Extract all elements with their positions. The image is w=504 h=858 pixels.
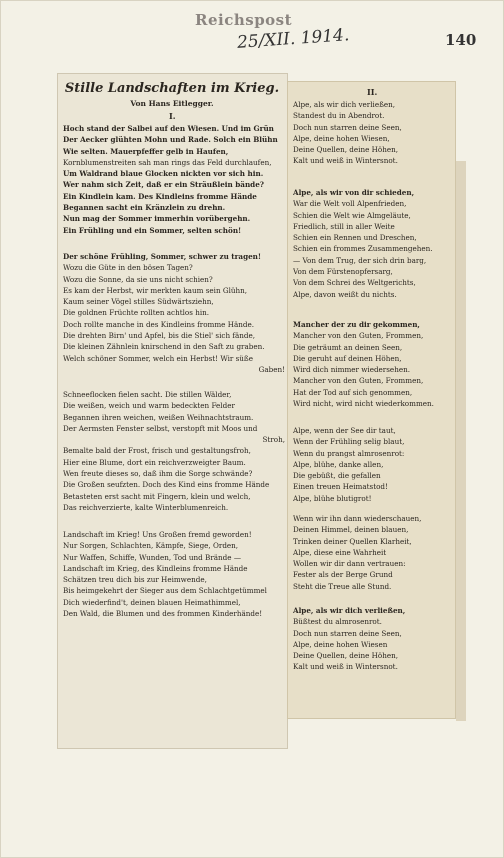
verse-line: Das reichverzierte, kalte Winterblumenreich. <box>63 502 229 512</box>
verse-line: Der Aecker glühten Mohn und Rade. Solch ein Blühn <box>63 135 278 145</box>
verse-line: Wie selten. Mauerpfeffer gelb in Haufen, <box>63 146 229 156</box>
verse-line: Deine Quellen, deine Höhen, <box>293 145 399 155</box>
left-stanza-2 <box>63 251 285 375</box>
verse-line: Kalt und weiß in Wintersnot. <box>293 662 398 672</box>
left-stanza-4 <box>63 529 285 619</box>
verse-line: Wenn der Frühling selig blaut, <box>293 437 405 447</box>
verse-line: Friedlich, still in aller Weite <box>293 221 395 231</box>
verse-line: Wird nicht, wird nicht wiederkommen. <box>293 399 434 409</box>
verse-line: Die Großen seufzten. Doch des Kind eins fromme Hände <box>63 480 270 490</box>
verse-line: Alpe, als wir dich verließen, <box>293 606 406 615</box>
verse-line: Fester als der Berge Grund <box>293 570 393 580</box>
verse-line: Alpe, davon weißt du nichts. <box>293 289 397 299</box>
paper-strip <box>456 161 466 721</box>
verse-line: Begannen ihren weichen, weißen Weihnachtstraum. <box>63 412 254 422</box>
verse-line: Ein Frühling und ein Sommer, selten schön! <box>63 225 242 235</box>
right-stanza-6 <box>293 605 453 673</box>
verse-line: Um Waldrand blaue Glocken nickten vor sich hin. <box>63 169 264 179</box>
verse-line: Die goldnen Früchte rollten achtlos hin. <box>63 308 210 318</box>
verse-line: Wen freute dieses so, daß ihm die Sorge schwände? <box>63 469 253 479</box>
verse-line: Bemalte bald der Frost, frisch und gestaltungsfroh, <box>63 446 251 456</box>
verse-line: War die Welt voll Alpenfrieden, <box>293 199 407 209</box>
verse-line: Alpe, blühe blutigrot! <box>293 493 372 503</box>
poem-title: Stille Landschaften im Krieg. <box>64 81 280 96</box>
verse-line: — Von dem Trug, der sich drin barg, <box>293 255 427 265</box>
verse-line: Wenn wir ihn dann wiederschauen, <box>293 514 422 523</box>
verse-line: Doch rollte manche in des Kindleins fromme Hände. <box>63 319 255 329</box>
verse-line: Stroh, <box>262 435 285 445</box>
verse-line: Begannen sacht ein Kränzlein zu drehn. <box>63 203 226 213</box>
verse-line: Mancher der zu dir gekommen, <box>293 320 420 329</box>
verse-line: Die geträumt an deinen Seen, <box>293 342 403 352</box>
verse-line: Die geruht auf deinen Höhen, <box>293 353 402 363</box>
left-stanza-1 <box>63 123 285 236</box>
verse-line: Wenn du prangst almrosenrot: <box>293 448 405 458</box>
verse-line: Wird dich nimmer wiedersehen. <box>293 365 410 375</box>
right-stanza-4 <box>293 425 453 504</box>
handwritten-date: 25/XII. 1914. <box>236 25 350 53</box>
verse-line: Alpe, deine hohen Wiesen, <box>293 133 390 143</box>
verse-line: Hier eine Blume, dort ein reichverzweigter Baum. <box>63 457 246 467</box>
right-stanza-3 <box>293 319 453 409</box>
verse-line: Mancher von den Guten, Frommen, <box>293 331 424 341</box>
verse-line: Schien die Welt wie Almgeläute, <box>293 210 411 220</box>
verse-line: Hat der Tod auf sich genommen, <box>293 387 413 397</box>
poem-author: Von Hans Eitlegger. <box>130 99 214 108</box>
verse-line: Schneeflocken fielen sacht. Die stillen Wälder, <box>63 390 232 399</box>
section-number-1: I. <box>169 111 176 121</box>
verse-line: Doch nun starren deine Seen, <box>293 628 402 638</box>
verse-line: Deinen Himmel, deinen blauen, <box>293 525 409 535</box>
verse-line: Die weißen, weich und warm bedeckten Felder <box>63 401 235 411</box>
newspaper-name: Reichspost <box>195 11 293 29</box>
verse-line: Der schöne Frühling, Sommer, schwer zu tragen! <box>63 252 262 261</box>
verse-line: Dich wiederfind't, deinen blauen Heimathimmel, <box>63 597 241 607</box>
verse-line: Betasteten erst sacht mit Fingern, klein und welch, <box>63 491 251 501</box>
verse-line: Wozu die Sonne, da sie uns nicht schien? <box>63 274 213 284</box>
verse-line: Kaum seiner Vögel stilles Südwärtsziehn, <box>63 297 214 307</box>
verse-line: Die kleinen Zähnlein knirschend in den Saft zu graben. <box>63 342 265 352</box>
verse-line: Mancher von den Guten, Frommen, <box>293 376 424 386</box>
verse-line: Büßtest du almrosenrot. <box>293 617 382 627</box>
verse-line: Welch schöner Sommer, welch ein Herbst! Wir süße <box>63 353 253 363</box>
verse-line: Kalt und weiß in Wintersnot. <box>293 156 398 166</box>
verse-line: Gaben! <box>258 364 285 374</box>
verse-line: Wollen wir dir dann vertrauen: <box>293 559 406 569</box>
verse-line: Die gebüßt, die gefallen <box>293 471 381 481</box>
verse-line: Steht die Treue alle Stund. <box>293 581 392 591</box>
verse-line: Alpe, als wir von dir schieden, <box>293 188 415 197</box>
verse-line: Die drehten Birn' und Apfel, bis die Stiel' sich fände, <box>63 331 256 341</box>
verse-line: Alpe, als wir dich verließen, <box>293 100 396 109</box>
verse-line: Bis heimgekehrt der Sieger aus dem Schlachtgetümmel <box>63 586 267 596</box>
verse-line: Doch nun starren deine Seen, <box>293 122 402 132</box>
verse-line: Alpe, wenn der See dir taut, <box>293 426 396 435</box>
verse-line: Ein Kindlein kam. Des Kindleins fromme Hände <box>63 191 257 201</box>
verse-line: Nur Waffen, Schiffe, Wunden, Tod und Brände — <box>63 552 242 562</box>
verse-line: Alpe, diese eine Wahrheit <box>293 547 387 557</box>
verse-line: Wozu die Güte in den bösen Tagen? <box>63 263 193 273</box>
verse-line: Von dem Schrei des Weltgerichts, <box>293 278 416 288</box>
verse-line: Alpe, deine hohen Wiesen <box>293 639 388 649</box>
verse-line: Es kam der Herbst, wir merkten kaum sein Glühn, <box>63 285 248 295</box>
verse-line: Nur Sorgen, Schlachten, Kämpfe, Siege, Orden, <box>63 541 239 551</box>
verse-line: Deine Quellen, deine Höhen, <box>293 651 399 661</box>
verse-line: Hoch stand der Salbei auf den Wiesen. Und im Grün <box>63 124 274 133</box>
verse-line: Landschaft im Krieg! Uns Großen fremd geworden! <box>63 530 252 539</box>
verse-line: Der Aermsten Fenster selbst, verstopft mit Moos und <box>63 423 258 433</box>
right-stanza-2 <box>293 187 453 300</box>
verse-line: Einen treuen Heimatstod! <box>293 482 388 492</box>
verse-line: Schien ein frommes Zusammengehen. <box>293 244 433 254</box>
verse-line: Wer nahm sich Zeit, daß er ein Sträußlein bände? <box>63 180 264 190</box>
verse-line: Landschaft im Krieg, des Kindleins fromme Hände <box>63 563 248 573</box>
verse-line: Schätzen treu dich bis zur Heimwende, <box>63 575 207 585</box>
left-stanza-3 <box>63 389 285 513</box>
right-stanza-5 <box>293 513 453 592</box>
right-stanza-1 <box>293 99 453 167</box>
section-number-2: II. <box>367 87 378 97</box>
verse-line: Trinken deiner Quellen Klarheit, <box>293 536 412 546</box>
verse-line: Alpe, blühe, danke allen, <box>293 459 384 469</box>
verse-line: Kornblumenstreiten sah man rings das Feld durchlaufen, <box>63 157 272 167</box>
page-number: 140 <box>445 31 477 49</box>
verse-line: Nun mag der Sommer immerhin vorübergehn. <box>63 214 251 224</box>
verse-line: Von dem Fürstenopfersarg, <box>293 267 393 277</box>
verse-line: Standest du in Abendrot. <box>293 111 385 121</box>
verse-line: Den Wald, die Blumen und des frommen Kinderhände! <box>63 609 263 619</box>
verse-line: Schien ein Rennen und Dreschen, <box>293 233 417 243</box>
